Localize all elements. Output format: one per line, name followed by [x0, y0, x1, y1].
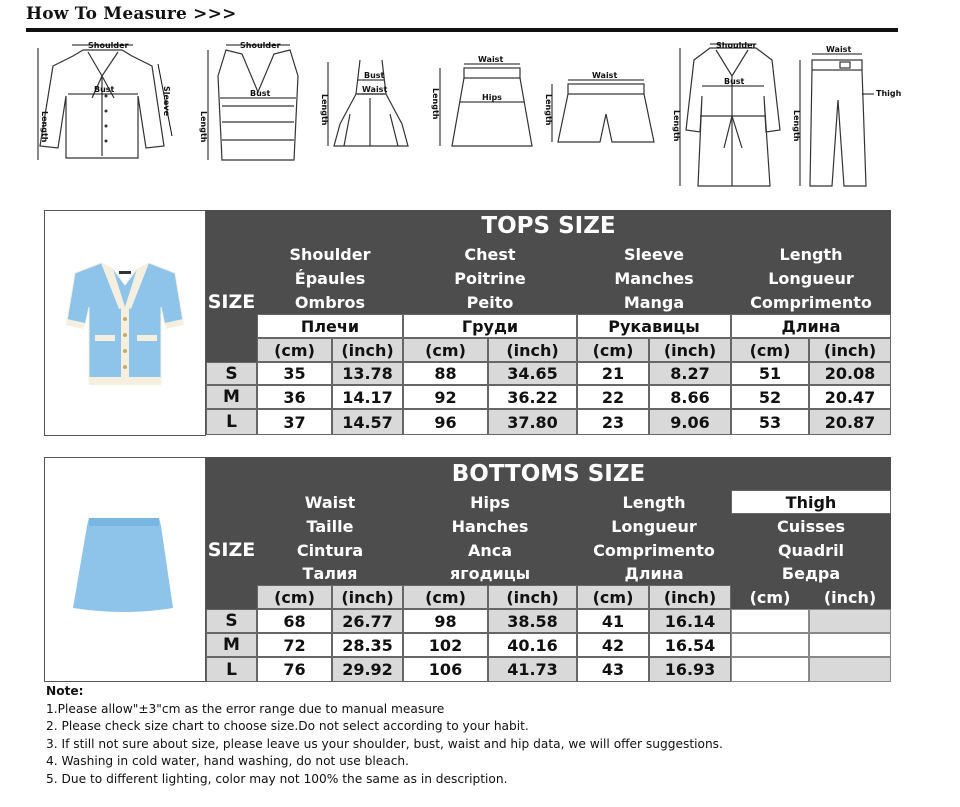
tops-header-shoulder-ru: Плечи [257, 314, 403, 338]
bottoms-header-length-fr: Longueur [577, 514, 731, 538]
vest-figure [196, 36, 306, 170]
bottoms-header-length-pt: Comprimento [577, 538, 731, 562]
bottoms-header-waist-en: Waist [257, 490, 403, 514]
tops-header-chest-pt: Peito [403, 290, 577, 314]
bottoms-unit-cell: (cm) [577, 585, 649, 609]
bottoms-header-waist-ru: Талия [257, 562, 403, 585]
bottoms-value-cell: 29.92 [332, 657, 403, 682]
tops-value-cell: 34.65 [488, 362, 577, 385]
bottoms-header-thigh-en: Thigh [731, 490, 891, 514]
tops-unit-cell: (inch) [649, 338, 731, 362]
bottoms-unit-cell: (cm) [403, 585, 488, 609]
tops-value-cell: 20.08 [809, 362, 891, 385]
bottoms-unit-cell: (inch) [649, 585, 731, 609]
bottoms-empty-cell [809, 657, 891, 682]
tops-value-cell: 37 [257, 409, 332, 435]
tops-header-shoulder-en: Shoulder [257, 242, 403, 266]
shorts-figure [544, 70, 664, 154]
bottoms-empty-cell [731, 633, 809, 657]
tops-value-cell: 23 [577, 409, 649, 435]
bottoms-header-hips-fr: Hanches [403, 514, 577, 538]
tops-size-label: SIZE [206, 242, 257, 362]
bottoms-value-cell: 41 [577, 609, 649, 633]
bottoms-value-cell: 43 [577, 657, 649, 682]
tops-header-shoulder-fr: Épaules [257, 266, 403, 290]
bottoms-value-cell: 16.93 [649, 657, 731, 682]
bottoms-row-size: S [206, 609, 257, 633]
dress-label-bust: Bust [364, 71, 385, 80]
tops-value-cell: 20.47 [809, 385, 891, 409]
bottoms-value-cell: 72 [257, 633, 332, 657]
tops-unit-cell: (inch) [332, 338, 403, 362]
tops-value-cell: 92 [403, 385, 488, 409]
tops-title: TOPS SIZE [206, 210, 891, 242]
tops-size-table [206, 210, 891, 436]
tops-value-cell: 13.78 [332, 362, 403, 385]
tops-header-sleeve-ru: Рукавицы [577, 314, 731, 338]
note-item: 1.Please allow"±3"cm as the error range due to manual measure [46, 701, 445, 716]
tops-value-cell: 8.66 [649, 385, 731, 409]
bottoms-unit-cell: (cm) [257, 585, 332, 609]
tops-value-cell: 14.17 [332, 385, 403, 409]
tops-value-cell: 14.57 [332, 409, 403, 435]
trousers-label-waist: Waist [826, 45, 852, 54]
shorts-label-waist: Waist [592, 71, 618, 80]
dress-label-length: Length [320, 94, 329, 126]
tops-value-cell: 8.27 [649, 362, 731, 385]
dress-figure [320, 54, 420, 168]
tops-value-cell: 52 [731, 385, 809, 409]
tops-header-sleeve-en: Sleeve [577, 242, 731, 266]
bottoms-value-cell: 26.77 [332, 609, 403, 633]
page-title: How To Measure >>> [26, 4, 237, 24]
bottoms-unit-cell: (inch) [809, 585, 891, 609]
note-item: 3. If still not sure about size, please leave us your shoulder, bust, waist and hip data, we will offer suggestions. [46, 736, 723, 751]
skirt-label-hips: Hips [482, 93, 502, 102]
tops-unit-cell: (cm) [731, 338, 809, 362]
tops-header-shoulder-pt: Ombros [257, 290, 403, 314]
bottoms-value-cell: 38.58 [488, 609, 577, 633]
bottoms-row-size: L [206, 657, 257, 682]
tops-row-size: L [206, 409, 257, 435]
shorts-label-length: Length [544, 94, 553, 126]
tops-value-cell: 37.80 [488, 409, 577, 435]
vest-label-length: Length [199, 111, 208, 143]
tops-value-cell: 22 [577, 385, 649, 409]
bottoms-header-waist-pt: Cintura [257, 538, 403, 562]
bottoms-header-hips-en: Hips [403, 490, 577, 514]
note-item: 5. Due to different lighting, color may not 100% the same as in description. [46, 771, 508, 786]
tops-row-size: M [206, 385, 257, 409]
measure-figures [0, 36, 960, 194]
bottoms-value-cell: 16.54 [649, 633, 731, 657]
tops-value-cell: 21 [577, 362, 649, 385]
coat-label-bust: Bust [724, 77, 745, 86]
skirt-label-length: Length [431, 88, 440, 120]
tops-unit-cell: (inch) [488, 338, 577, 362]
bottoms-unit-cell: (inch) [488, 585, 577, 609]
tops-value-cell: 51 [731, 362, 809, 385]
bottoms-value-cell: 68 [257, 609, 332, 633]
coat-label-shoulder: Shoulder [716, 41, 757, 50]
tops-product-image [44, 210, 206, 436]
tops-value-cell: 88 [403, 362, 488, 385]
coat-figure [672, 36, 782, 198]
coat-label-length: Length [672, 110, 681, 142]
bottoms-value-cell: 40.16 [488, 633, 577, 657]
bottoms-product-image [44, 457, 206, 682]
bottoms-header-thigh-ru: Бедра [731, 562, 891, 585]
tops-header-chest-en: Chest [403, 242, 577, 266]
trousers-label-thigh: Thigh [876, 89, 902, 98]
bottoms-empty-cell [731, 609, 809, 633]
tops-unit-cell: (cm) [257, 338, 332, 362]
tops-value-cell: 20.87 [809, 409, 891, 435]
bottoms-empty-cell [809, 633, 891, 657]
blouse-label-length: Length [40, 111, 49, 143]
tops-row-size: S [206, 362, 257, 385]
bottoms-value-cell: 106 [403, 657, 488, 682]
tops-header-chest-fr: Poitrine [403, 266, 577, 290]
blouse-label-shoulder: Shoulder [88, 41, 129, 50]
bottoms-size-table [206, 457, 891, 682]
bottoms-row-size: M [206, 633, 257, 657]
tops-value-cell: 36 [257, 385, 332, 409]
bottoms-unit-cell: (cm) [731, 585, 809, 609]
bottoms-value-cell: 16.14 [649, 609, 731, 633]
skirt-label-waist: Waist [478, 55, 504, 64]
tops-header-length-en: Length [731, 242, 891, 266]
tops-value-cell: 35 [257, 362, 332, 385]
tops-header-sleeve-pt: Manga [577, 290, 731, 314]
trousers-figure [792, 40, 912, 194]
bottoms-header-thigh-fr: Cuisses [731, 514, 891, 538]
bottoms-unit-cell: (inch) [332, 585, 403, 609]
blouse-label-bust: Bust [94, 85, 115, 94]
tops-unit-cell: (cm) [577, 338, 649, 362]
bottoms-title: BOTTOMS SIZE [206, 457, 891, 490]
bottoms-header-waist-fr: Taille [257, 514, 403, 538]
blouse-figure [28, 36, 188, 170]
note-item: 2. Please check size chart to choose size.Do not select according to your habit. [46, 719, 529, 734]
tops-value-cell: 96 [403, 409, 488, 435]
tops-header-sleeve-fr: Manches [577, 266, 731, 290]
vest-label-bust: Bust [250, 89, 271, 98]
skirt-figure [430, 56, 540, 160]
bottoms-header-thigh-pt: Quadril [731, 538, 891, 562]
bottoms-value-cell: 28.35 [332, 633, 403, 657]
bottoms-empty-cell [809, 609, 891, 633]
tops-unit-cell: (cm) [403, 338, 488, 362]
notes-title: Note: [46, 684, 84, 698]
tops-header-length-fr: Longueur [731, 266, 891, 290]
header-divider [26, 28, 898, 32]
notes-section [46, 683, 926, 789]
bottoms-value-cell: 42 [577, 633, 649, 657]
bottoms-value-cell: 41.73 [488, 657, 577, 682]
tops-value-cell: 36.22 [488, 385, 577, 409]
bottoms-header-length-en: Length [577, 490, 731, 514]
bottoms-header-hips-ru: ягодицы [403, 562, 577, 585]
note-item: 4. Washing in cold water, hand washing, do not use bleach. [46, 754, 410, 769]
bottoms-value-cell: 102 [403, 633, 488, 657]
bottoms-header-length-ru: Длина [577, 562, 731, 585]
trousers-label-length: Length [792, 110, 801, 142]
tops-header-length-ru: Длина [731, 314, 891, 338]
bottoms-empty-cell [731, 657, 809, 682]
dress-label-waist: Waist [362, 85, 388, 94]
bottoms-value-cell: 98 [403, 609, 488, 633]
tops-unit-cell: (inch) [809, 338, 891, 362]
blouse-label-sleeve: Sleeve [162, 86, 171, 116]
tops-value-cell: 53 [731, 409, 809, 435]
tops-header-chest-ru: Груди [403, 314, 577, 338]
tops-value-cell: 9.06 [649, 409, 731, 435]
bottoms-header-hips-pt: Anca [403, 538, 577, 562]
bottoms-size-label: SIZE [206, 490, 257, 609]
tops-header-length-pt: Comprimento [731, 290, 891, 314]
bottoms-value-cell: 76 [257, 657, 332, 682]
vest-label-shoulder: Shoulder [240, 41, 281, 50]
